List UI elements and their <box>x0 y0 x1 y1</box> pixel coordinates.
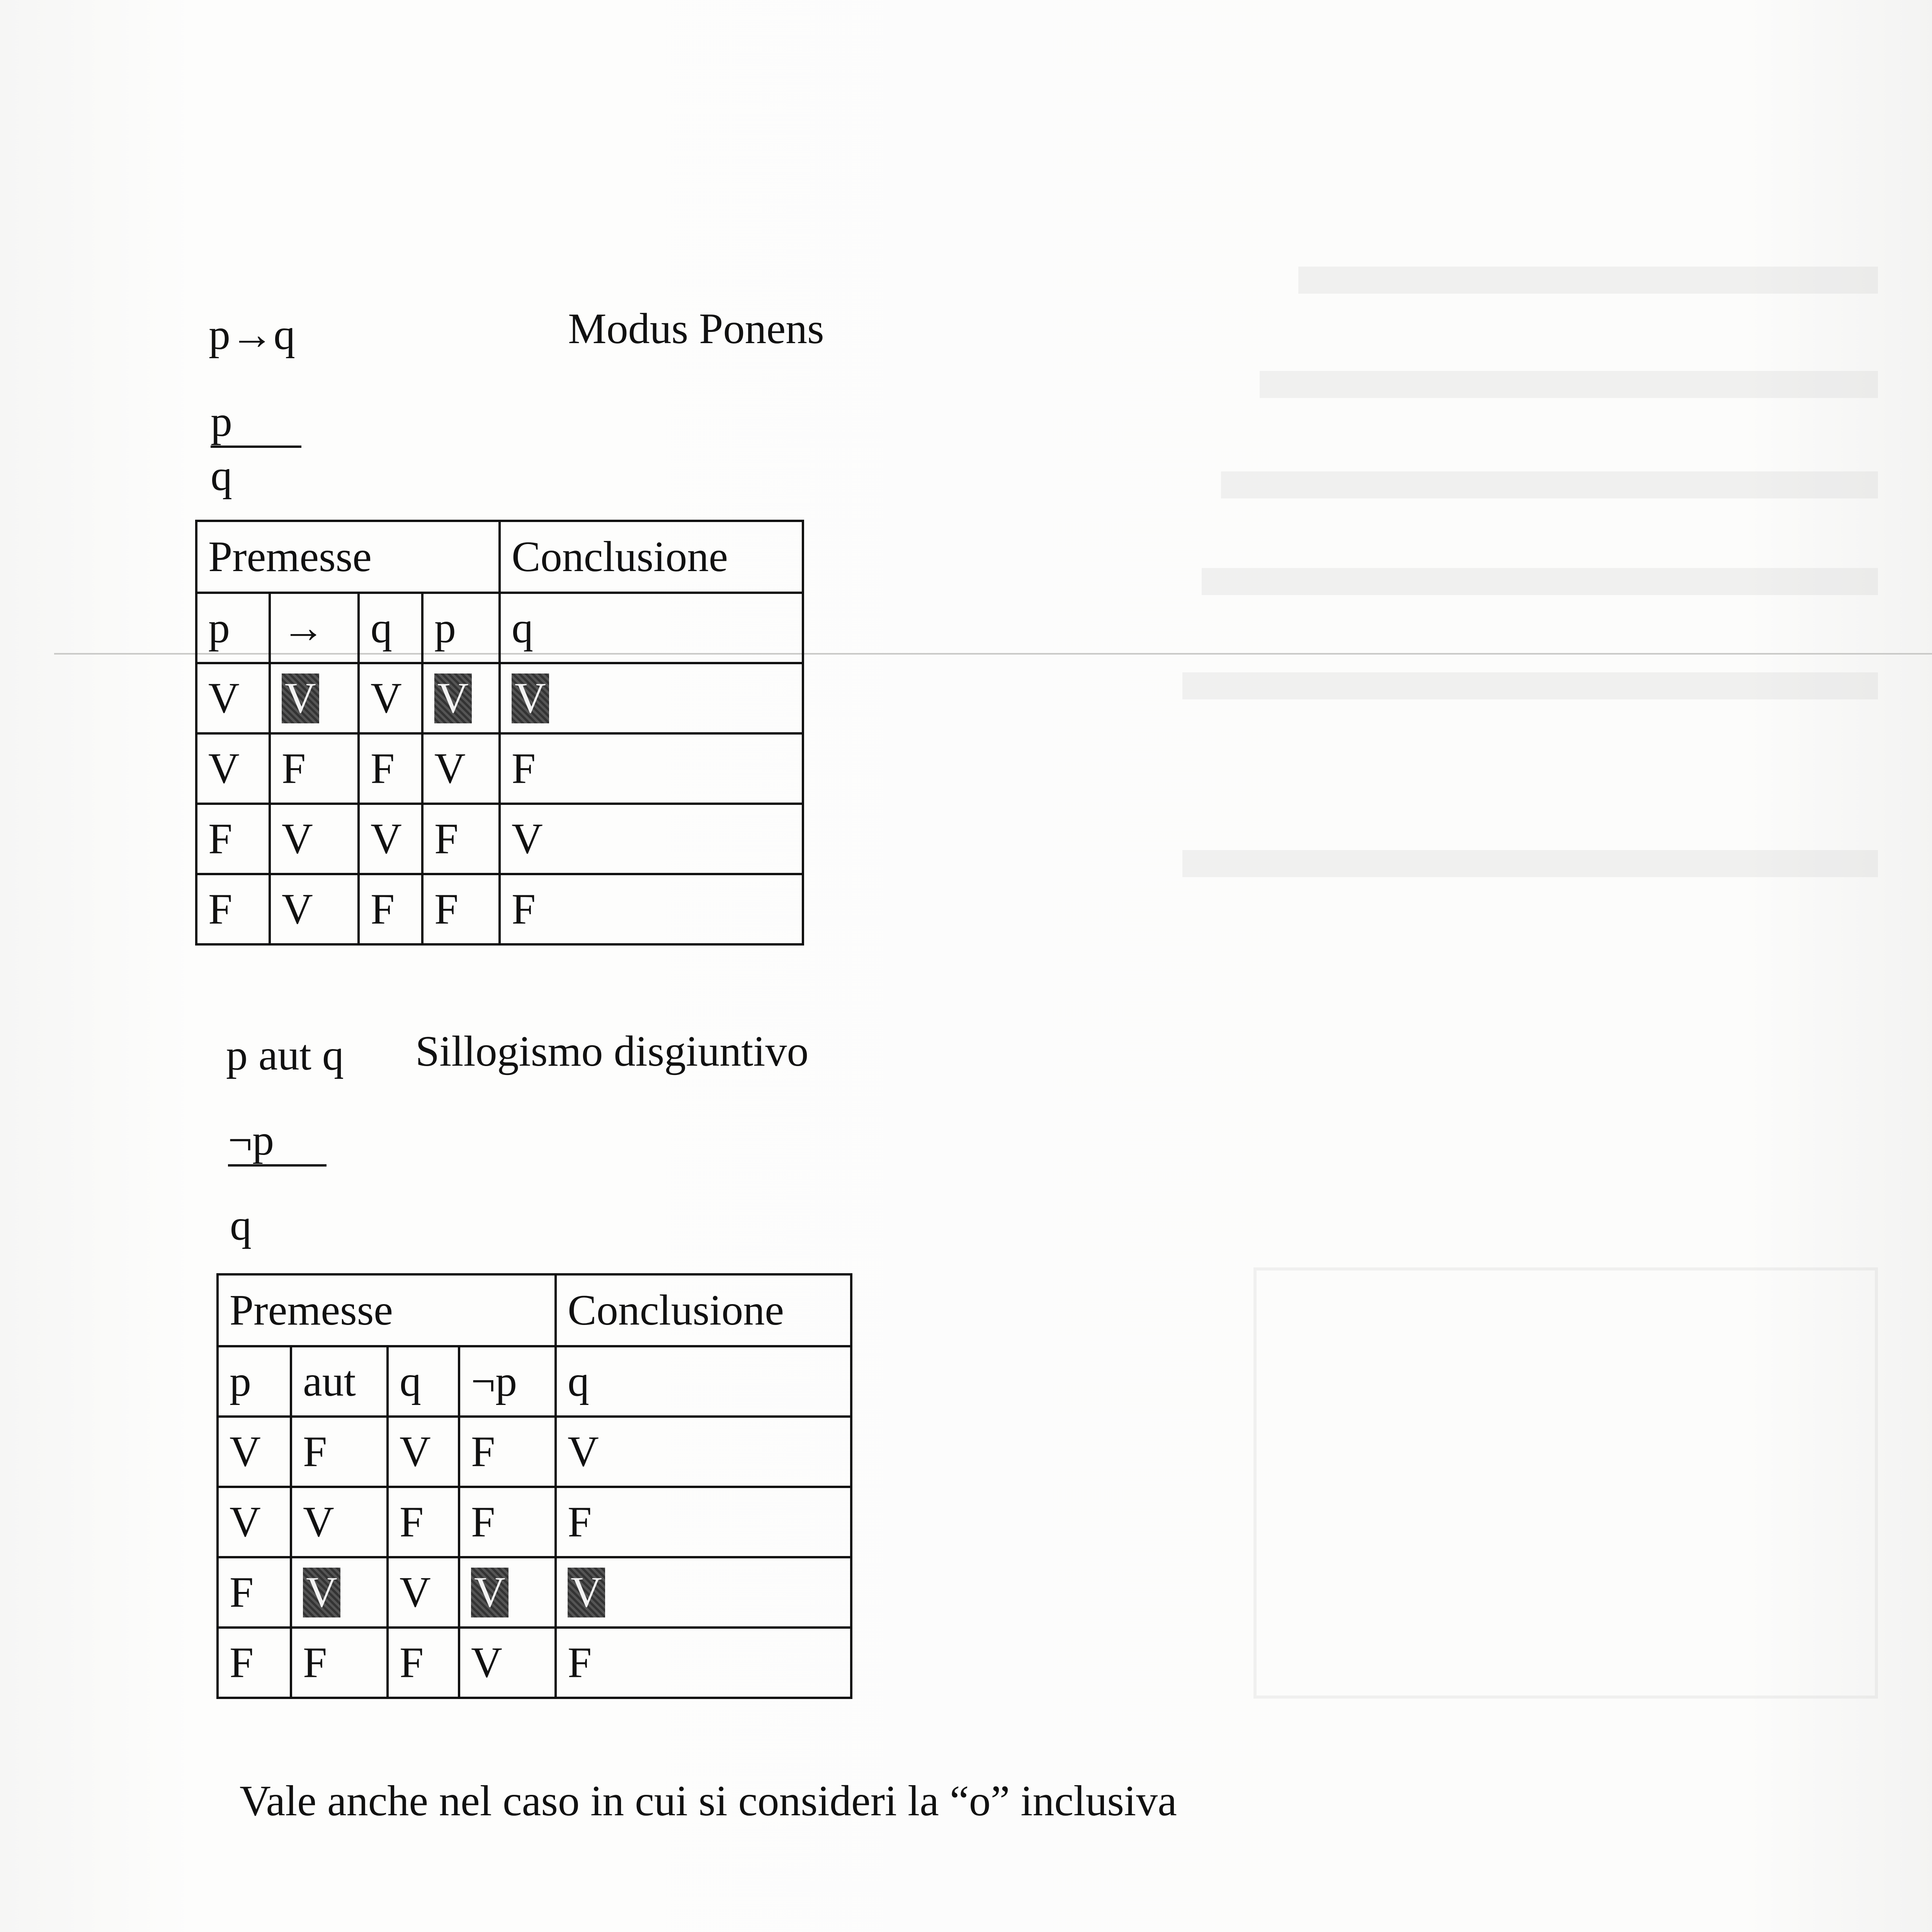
table-cell: F <box>556 1628 851 1698</box>
table-cell: F <box>218 1628 291 1698</box>
column-header: ¬p <box>459 1346 556 1417</box>
conclusion-formula: q <box>211 452 232 500</box>
table-cell: V <box>218 1487 291 1557</box>
table-cell: V <box>459 1628 556 1698</box>
table-cell: V <box>291 1487 388 1557</box>
table-cell: F <box>291 1417 388 1487</box>
table-cell: F <box>459 1417 556 1487</box>
table-cell: V <box>270 874 359 944</box>
table-cell: V <box>388 1557 459 1628</box>
table-cell: F <box>196 804 270 874</box>
column-header: aut <box>291 1346 388 1417</box>
column-header: q <box>556 1346 851 1417</box>
table-cell: F <box>422 874 500 944</box>
table-cell-highlighted: V <box>459 1557 556 1628</box>
footer-note: Vale anche nel caso in cui si consideri la “o” inclusiva <box>240 1777 1177 1825</box>
truth-table-sillogismo-disgiuntivo <box>216 1273 852 1699</box>
table-cell: V <box>359 663 422 733</box>
table-cell: F <box>422 804 500 874</box>
premise-1-formula: p aut q <box>226 1031 344 1079</box>
table-row <box>218 1487 851 1557</box>
column-header: q <box>500 593 803 663</box>
bleed-through-shadow <box>1128 0 1932 1932</box>
table-row <box>196 733 803 804</box>
table-cell: F <box>459 1487 556 1557</box>
premise-2-formula: p <box>211 400 301 448</box>
table-cell: V <box>500 804 803 874</box>
section-title-modus-ponens: Modus Ponens <box>568 305 824 353</box>
table-cell-highlighted: V <box>500 663 803 733</box>
section-title-sillogismo-disgiuntivo: Sillogismo disgiuntivo <box>415 1027 809 1075</box>
table-row <box>196 663 803 733</box>
table-row <box>196 874 803 944</box>
column-header: → <box>270 593 359 663</box>
table-row <box>218 1628 851 1698</box>
table-cell-highlighted: V <box>556 1557 851 1628</box>
table-cell-highlighted: V <box>270 663 359 733</box>
header-premesse: Premesse <box>196 521 500 593</box>
table-row <box>218 1417 851 1487</box>
table-cell: V <box>388 1417 459 1487</box>
table-row <box>218 1557 851 1628</box>
table-cell: V <box>359 804 422 874</box>
table-cell: V <box>196 733 270 804</box>
table-cell-highlighted: V <box>291 1557 388 1628</box>
table-cell: F <box>218 1557 291 1628</box>
table-cell: V <box>556 1417 851 1487</box>
column-header: q <box>388 1346 459 1417</box>
conclusion-formula: q <box>230 1201 252 1249</box>
column-header: p <box>218 1346 291 1417</box>
table-cell: F <box>500 733 803 804</box>
header-premesse: Premesse <box>218 1274 556 1346</box>
premise-1-formula: p→q <box>209 311 295 359</box>
table-cell: F <box>270 733 359 804</box>
table-cell: F <box>500 874 803 944</box>
table-cell: V <box>196 663 270 733</box>
table-cell: V <box>422 733 500 804</box>
table-cell: F <box>359 874 422 944</box>
table-cell: F <box>291 1628 388 1698</box>
table-cell: V <box>270 804 359 874</box>
table-cell: F <box>359 733 422 804</box>
header-conclusione: Conclusione <box>500 521 803 593</box>
column-header: q <box>359 593 422 663</box>
truth-table-modus-ponens <box>195 520 804 946</box>
table-cell: F <box>556 1487 851 1557</box>
column-header: p <box>196 593 270 663</box>
table-cell: F <box>388 1487 459 1557</box>
table-row <box>196 804 803 874</box>
table-cell: V <box>218 1417 291 1487</box>
premise-2-formula: ¬p <box>228 1119 327 1167</box>
column-header: p <box>422 593 500 663</box>
header-conclusione: Conclusione <box>556 1274 851 1346</box>
table-cell: F <box>388 1628 459 1698</box>
table-cell-highlighted: V <box>422 663 500 733</box>
table-cell: F <box>196 874 270 944</box>
